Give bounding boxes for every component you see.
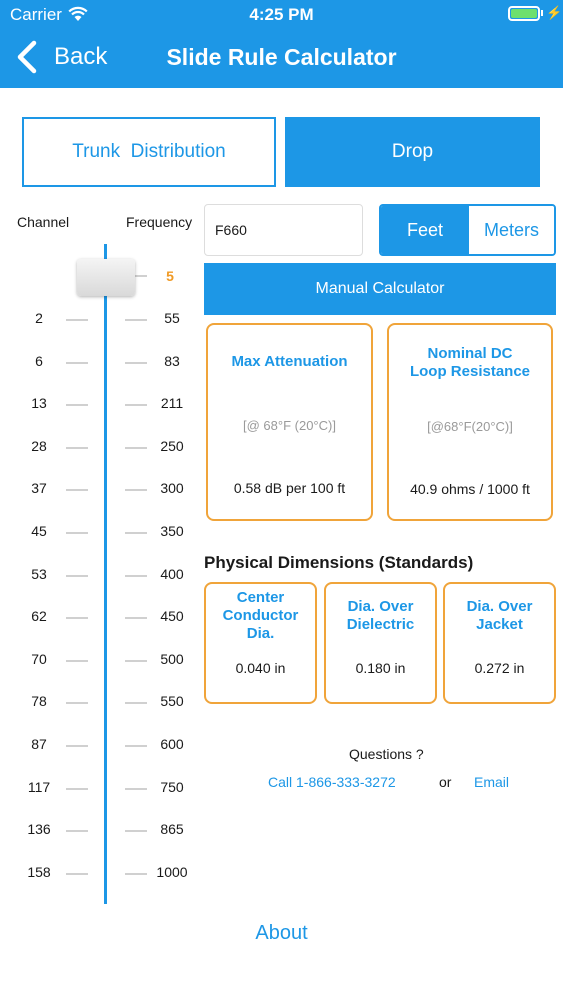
frequency-tick bbox=[125, 575, 147, 577]
charging-icon: ⚡ bbox=[546, 5, 563, 20]
scale-row bbox=[0, 480, 200, 500]
frequency-tick bbox=[125, 830, 147, 832]
channel-value: 13 bbox=[31, 395, 47, 412]
frequency-value: 55 bbox=[164, 310, 180, 326]
jacket-title-2: Jacket bbox=[476, 616, 523, 633]
channel-value: 117 bbox=[27, 778, 51, 795]
frequency-value: 750 bbox=[160, 778, 184, 795]
tab-drop[interactable]: Drop bbox=[285, 117, 540, 187]
channel-tick bbox=[66, 575, 88, 577]
frequency-header: Frequency bbox=[126, 214, 193, 230]
physical-dimensions-heading: Physical Dimensions (Standards) bbox=[204, 553, 474, 572]
dielectric-card bbox=[324, 582, 437, 704]
scale-row bbox=[0, 523, 200, 543]
channel-tick bbox=[66, 830, 88, 832]
frequency-tick bbox=[125, 532, 147, 534]
channel-tick bbox=[66, 660, 88, 662]
slider-thumb[interactable] bbox=[77, 259, 135, 296]
frequency-tick bbox=[125, 447, 147, 449]
channel-tick bbox=[66, 745, 88, 747]
channel-tick bbox=[66, 788, 88, 790]
back-label: Back bbox=[54, 43, 108, 70]
center-conductor-title-2: Conductor bbox=[222, 607, 299, 624]
channel-value: 37 bbox=[31, 480, 47, 497]
channel-value: 6 bbox=[35, 352, 43, 369]
center-conductor-value: 0.040 in bbox=[235, 660, 286, 676]
channel-tick bbox=[66, 319, 88, 321]
frequency-tick bbox=[125, 660, 147, 662]
max-attenuation-card bbox=[206, 323, 373, 521]
attenuation-condition: [@ 68°F (20°C)] bbox=[243, 418, 336, 433]
frequency-tick bbox=[125, 702, 147, 704]
scale-row bbox=[0, 821, 200, 841]
frequency-value: 550 bbox=[160, 693, 184, 710]
frequency-tick bbox=[125, 362, 147, 364]
manual-calculator-button[interactable]: Manual Calculator bbox=[204, 263, 556, 315]
scale-row bbox=[0, 353, 200, 373]
center-conductor-title-1: Center bbox=[236, 589, 285, 606]
frequency-value: 250 bbox=[160, 437, 184, 454]
attenuation-value: 0.58 dB per 100 ft bbox=[233, 480, 346, 496]
frequency-tick bbox=[125, 873, 147, 875]
frequency-tick bbox=[125, 788, 147, 790]
scale-row bbox=[0, 736, 200, 756]
unit-toggle bbox=[379, 204, 556, 256]
questions-label: Questions ? bbox=[349, 746, 424, 762]
frequency-value: 865 bbox=[160, 821, 184, 838]
max-attenuation-title: Max Attenuation bbox=[231, 353, 348, 370]
scale-row bbox=[0, 779, 200, 799]
scale-row bbox=[0, 566, 200, 586]
frequency-value: 500 bbox=[160, 650, 184, 667]
jacket-value: 0.272 in bbox=[474, 660, 525, 676]
channel-tick bbox=[66, 447, 88, 449]
loop-resistance-title-2: Loop Resistance bbox=[409, 363, 531, 380]
channel-value: 87 bbox=[31, 736, 47, 752]
center-conductor-title-3: Dia. bbox=[246, 625, 275, 642]
nav-bar bbox=[0, 0, 563, 88]
channel-value: 136 bbox=[27, 821, 51, 838]
channel-value: 45 bbox=[31, 523, 47, 539]
scale-row bbox=[0, 864, 200, 884]
frequency-tick bbox=[125, 404, 147, 406]
loop-resistance-card bbox=[387, 323, 553, 521]
scale-row bbox=[0, 693, 200, 713]
page-title: Slide Rule Calculator bbox=[166, 44, 397, 70]
frequency-tick bbox=[125, 617, 147, 619]
channel-tick bbox=[66, 489, 88, 491]
resistance-value: 40.9 ohms / 1000 ft bbox=[410, 481, 530, 497]
feet-button[interactable]: Feet bbox=[381, 206, 469, 254]
channel-tick bbox=[66, 702, 88, 704]
meters-button[interactable]: Meters bbox=[469, 206, 554, 254]
jacket-title-1: Dia. Over bbox=[466, 598, 533, 615]
center-conductor-card bbox=[204, 582, 317, 704]
call-link[interactable]: Call 1-866-333-3272 bbox=[268, 774, 396, 790]
channel-tick bbox=[66, 873, 88, 875]
jacket-card bbox=[443, 582, 556, 704]
channel-value: 158 bbox=[27, 863, 51, 880]
channel-tick bbox=[66, 362, 88, 364]
dielectric-value: 0.180 in bbox=[355, 660, 406, 676]
frequency-value: 300 bbox=[160, 480, 184, 497]
frequency-tick bbox=[125, 489, 147, 491]
or-label: or bbox=[439, 774, 452, 790]
frequency-value: 1000 bbox=[156, 863, 188, 880]
scale-row bbox=[0, 310, 200, 330]
carrier-label: Carrier bbox=[10, 5, 62, 24]
channel-tick bbox=[66, 532, 88, 534]
scale-row bbox=[0, 395, 200, 415]
selected-frequency: 5 bbox=[166, 268, 174, 284]
frequency-tick bbox=[125, 319, 147, 321]
channel-tick bbox=[66, 404, 88, 406]
frequency-value: 211 bbox=[160, 395, 184, 412]
frequency-value: 350 bbox=[160, 523, 184, 539]
status-time: 4:25 PM bbox=[249, 5, 314, 24]
channel-value: 70 bbox=[31, 650, 47, 667]
frequency-value: 600 bbox=[160, 736, 184, 752]
frequency-tick bbox=[125, 745, 147, 747]
email-link[interactable]: Email bbox=[474, 774, 510, 790]
channel-value: 2 bbox=[35, 310, 43, 326]
channel-value: 62 bbox=[31, 608, 47, 625]
channel-tick bbox=[66, 617, 88, 619]
battery-icon bbox=[508, 6, 540, 21]
dielectric-title-2: Dielectric bbox=[346, 616, 415, 633]
tab-trunk-distribution[interactable]: Trunk Distribution bbox=[22, 117, 276, 187]
frequency-value: 400 bbox=[160, 565, 184, 582]
loop-resistance-title-1: Nominal DC bbox=[427, 345, 513, 362]
about-link[interactable]: About bbox=[255, 922, 308, 944]
channel-header: Channel bbox=[17, 214, 70, 230]
channel-value: 53 bbox=[31, 565, 47, 582]
dielectric-title-1: Dia. Over bbox=[347, 598, 414, 615]
scale-row bbox=[0, 438, 200, 458]
frequency-value: 83 bbox=[164, 352, 180, 369]
scale-row bbox=[0, 608, 200, 628]
resistance-condition: [@68°F(20°C)] bbox=[427, 419, 513, 434]
channel-value: 28 bbox=[31, 437, 47, 454]
cable-type-input[interactable] bbox=[204, 204, 363, 256]
frequency-value: 450 bbox=[160, 608, 184, 625]
battery-tip bbox=[541, 10, 543, 16]
channel-value: 78 bbox=[31, 693, 47, 710]
scale-row bbox=[0, 651, 200, 671]
